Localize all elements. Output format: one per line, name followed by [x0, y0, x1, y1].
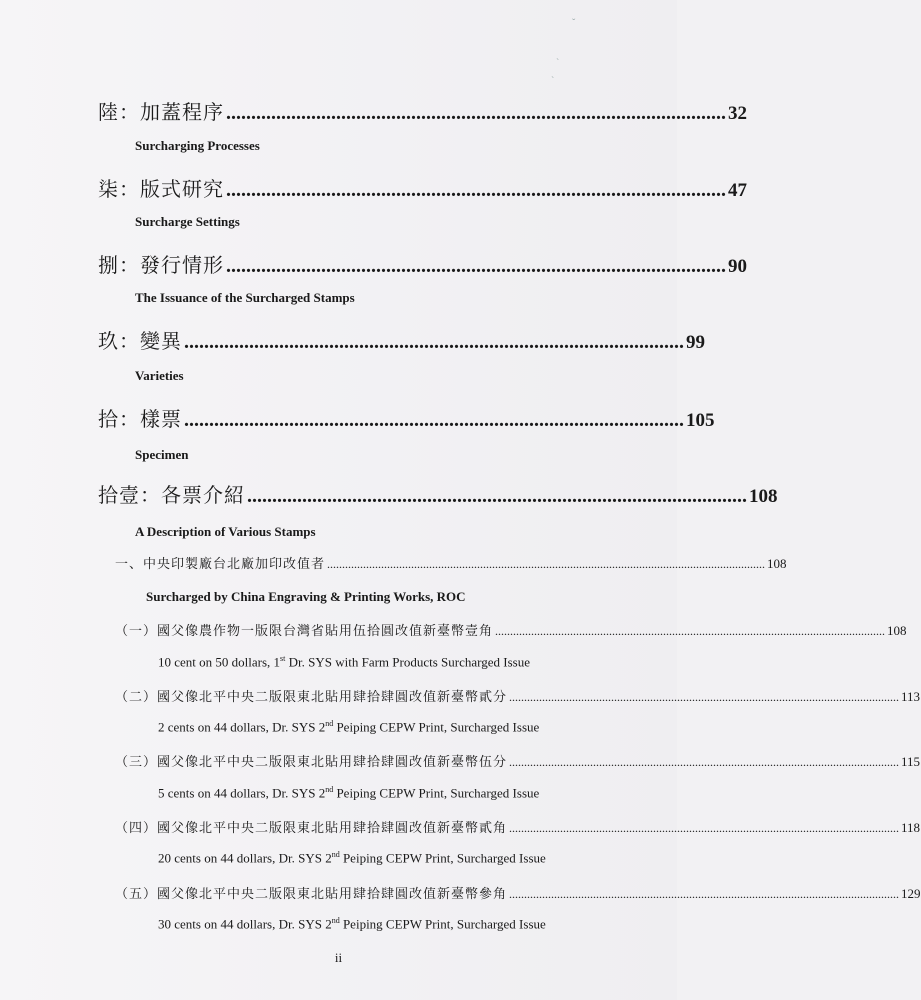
dot-leader: ....................................................................................................	[184, 331, 684, 353]
toc-section-page: 108	[767, 556, 787, 571]
toc-subentry-title: （一）國父像農作物一版限台灣省貼用伍拾圓改值新臺幣壹角	[115, 623, 494, 638]
paper-speck: ˋ	[551, 76, 555, 87]
toc-entry-english: Surcharge Settings	[135, 214, 240, 229]
toc-subentry-page: 113	[901, 689, 921, 704]
dot-leader: ..................................................................................................................................................	[327, 557, 766, 571]
toc-entry-page: 105	[686, 410, 715, 431]
toc-subentry[interactable]	[115, 883, 921, 902]
toc-subentry-title: （二）國父像北平中央二版限東北貼用肆拾肆圓改值新臺幣貳分	[115, 689, 508, 704]
toc-entry[interactable]	[98, 96, 747, 125]
toc-section[interactable]	[115, 553, 787, 572]
toc-subentry-english: 10 cent on 50 dollars, 1st Dr. SYS with Farm Products Surcharged Issue	[158, 654, 530, 670]
toc-subentry-title: （四）國父像北平中央二版限東北貼用肆拾肆圓改值新臺幣貳角	[115, 820, 508, 835]
toc-entry-title: 捌：發行情形	[98, 255, 224, 277]
toc-subentry-page: 129	[901, 886, 921, 901]
toc-entry[interactable]	[98, 325, 705, 354]
dot-leader: ....................................................................................................	[247, 485, 747, 507]
toc-subentry[interactable]	[115, 686, 921, 705]
dot-leader: ....................................................................................................	[184, 409, 684, 431]
toc-subentry-title: （三）國父像北平中央二版限東北貼用肆拾肆圓改值新臺幣伍分	[115, 754, 508, 769]
toc-entry[interactable]	[98, 403, 715, 432]
paper-speck: ˋ	[556, 58, 560, 69]
toc-entry-title: 拾：樣票	[98, 409, 182, 431]
dot-leader: ..................................................................................................................................	[509, 690, 900, 704]
toc-entry[interactable]	[98, 479, 778, 508]
toc-entry-english: Specimen	[135, 447, 189, 462]
toc-subentry[interactable]	[115, 620, 907, 639]
toc-entry-page: 47	[728, 180, 747, 201]
toc-entry[interactable]	[98, 249, 747, 278]
dot-leader: ....................................................................................................	[226, 102, 726, 124]
toc-entry-english: The Issuance of the Surcharged Stamps	[135, 290, 355, 305]
toc-entry-page: 90	[728, 256, 747, 277]
toc-entry-page: 99	[686, 332, 705, 353]
toc-entry-title: 玖：變異	[98, 331, 182, 353]
toc-entry[interactable]	[98, 173, 747, 202]
toc-entry-title: 拾壹：各票介紹	[98, 485, 245, 507]
paper-speck: ˇ	[572, 18, 576, 29]
toc-subentry[interactable]	[115, 817, 921, 836]
toc-section-title: 一、中央印製廠台北廠加印改值者	[115, 556, 326, 571]
toc-subentry-page: 108	[887, 623, 907, 638]
dot-leader: ....................................................................................................	[226, 255, 726, 277]
dot-leader: ..................................................................................................................................	[509, 821, 900, 835]
toc-entry-title: 陸：加蓋程序	[98, 102, 224, 124]
dot-leader: ..................................................................................................................................	[509, 755, 900, 769]
dot-leader: ....................................................................................................	[226, 179, 726, 201]
toc-subentry-english: 5 cents on 44 dollars, Dr. SYS 2nd Peiping CEPW Print, Surcharged Issue	[158, 785, 540, 801]
toc-subentry-english: 2 cents on 44 dollars, Dr. SYS 2nd Peiping CEPW Print, Surcharged Issue	[158, 719, 540, 735]
toc-entry-title: 柒：版式研究	[98, 179, 224, 201]
toc-entry-english: Surcharging Processes	[135, 138, 260, 153]
toc-entry-english: A Description of Various Stamps	[135, 524, 316, 539]
toc-subentry-page: 115	[901, 754, 921, 769]
toc-subentry-title: （五）國父像北平中央二版限東北貼用肆拾肆圓改值新臺幣參角	[115, 886, 508, 901]
toc-entry-english: Varieties	[135, 368, 184, 383]
page-number: ii	[334, 950, 343, 965]
dot-leader: ..................................................................................................................................	[495, 624, 886, 638]
toc-subentry-english: 30 cents on 44 dollars, Dr. SYS 2nd Peiping CEPW Print, Surcharged Issue	[158, 916, 546, 932]
toc-subentry-page: 118	[901, 820, 921, 835]
dot-leader: ..................................................................................................................................	[509, 887, 900, 901]
toc-entry-page: 108	[749, 486, 778, 507]
toc-subentry-english: 20 cents on 44 dollars, Dr. SYS 2nd Peiping CEPW Print, Surcharged Issue	[158, 850, 546, 866]
toc-subentry[interactable]	[115, 751, 921, 770]
toc-entry-page: 32	[728, 103, 747, 124]
toc-section-english: Surcharged by China Engraving & Printing Works, ROC	[146, 589, 466, 604]
